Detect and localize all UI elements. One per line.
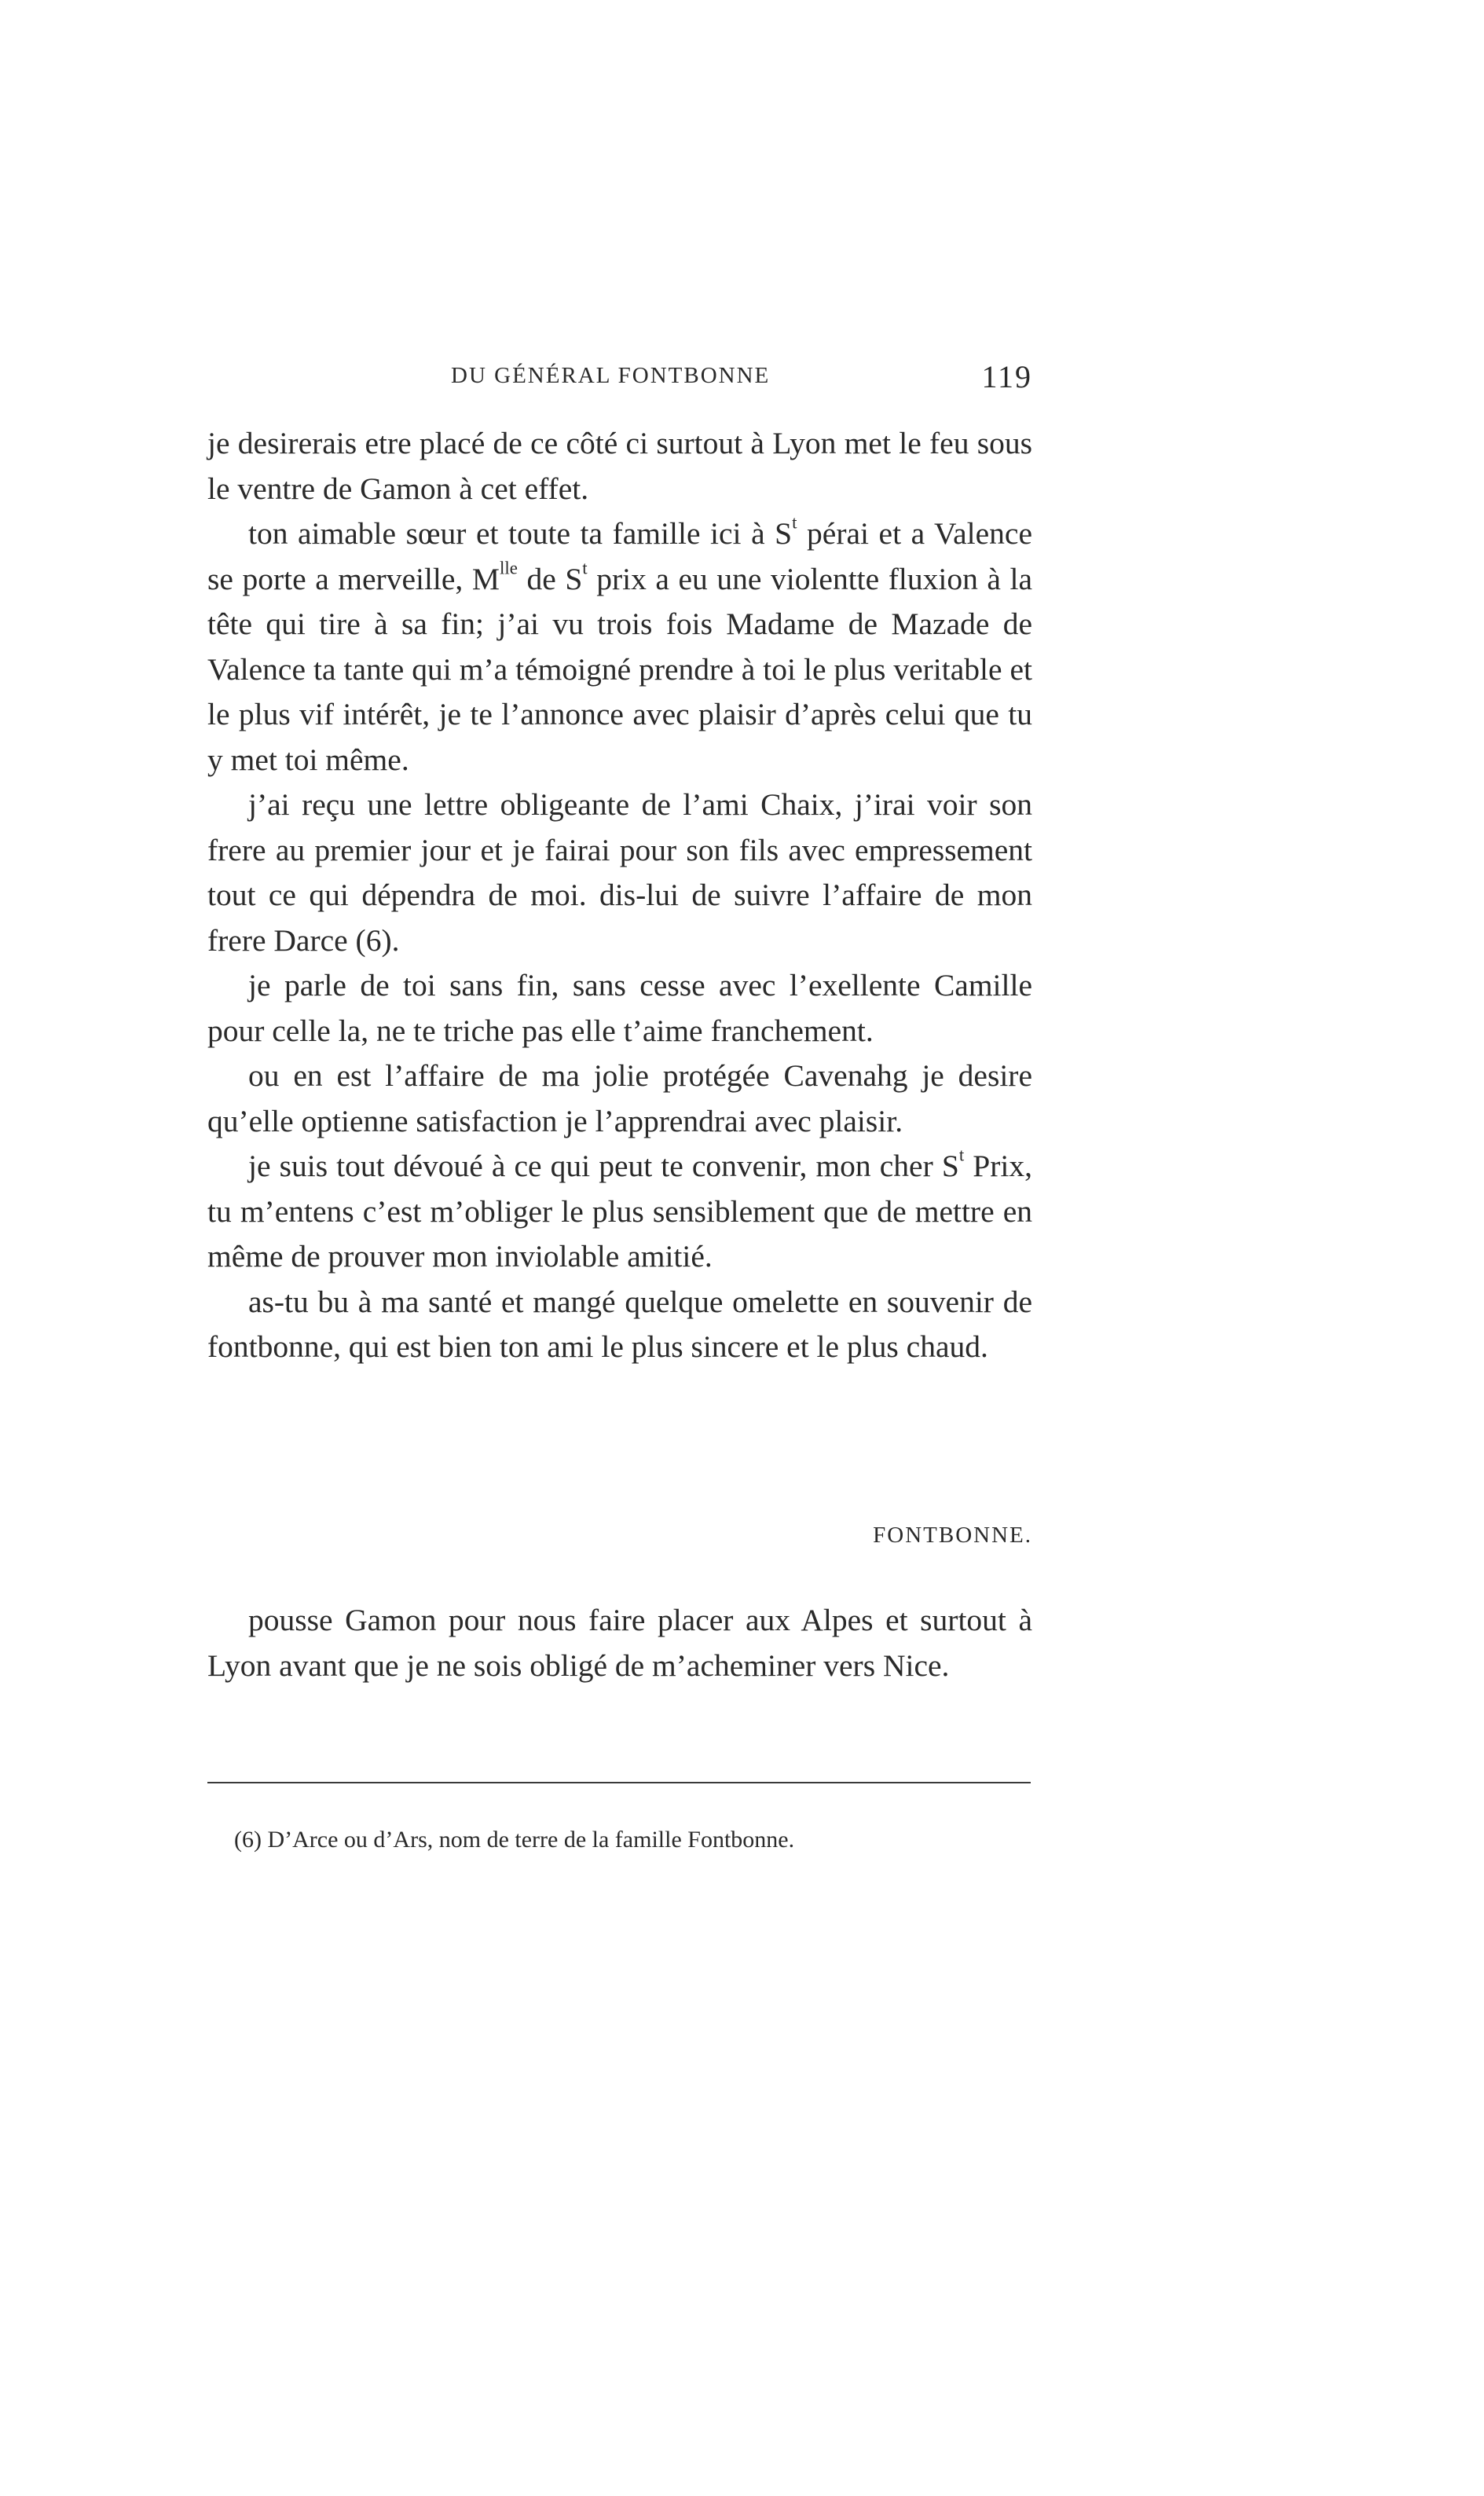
text-run: j’ai reçu une lettre obligeante de l’ami Chaix, j’irai voir son frere au premier jour et je fairai pour son fils avec empressement tout ce qui dépendra de moi. dis-lui de suivre l’affaire de mon frere Darce (6).: [207, 787, 1032, 958]
text-run: de S: [517, 561, 583, 596]
text-run: je desirerais etre placé de ce côté ci surtout à Lyon met le feu sous le ventre de Gamon à cet effet.: [207, 426, 1032, 506]
superscript-abbrev: lle: [500, 558, 518, 578]
text-run: prix a eu une violentte fluxion à la tête qui tire à sa fin; j’ai vu trois fois Madame de Mazade de Valence ta tante qui m’a témoigné prendre à toi le plus veritable et le plus vif intérêt, je te l’annonce avec plaisir d’après celui que tu y met toi même.: [207, 561, 1033, 777]
text-run: Prix, tu m’entens c’est m’obliger le plus sensiblement que de mettre en même de prouver mon inviolable amitié.: [207, 1149, 1032, 1274]
page-number: 119: [981, 359, 1032, 394]
letter-paragraph: [207, 421, 1032, 511]
footnote-rule: [207, 1782, 1031, 1783]
letter-body: [207, 421, 1032, 1370]
letter-paragraph: [207, 963, 1032, 1054]
text-run: ou en est l’affaire de ma jolie protégée Cavenahg je desire qu’elle optienne satisfaction je l’apprendrai avec plaisir.: [207, 1058, 1032, 1138]
superscript-abbrev: t: [582, 558, 588, 578]
text-run: je parle de toi sans fin, sans cesse avec l’exellente Camille pour celle la, ne te triche pas elle t’aime franchement.: [207, 968, 1032, 1048]
footnote: (6) D’Arce ou d’Ars, nom de terre de la famille Fontbonne.: [234, 1827, 795, 1853]
postscript: [207, 1598, 1032, 1688]
letter-paragraph: [207, 1054, 1032, 1144]
page-header: [207, 359, 1032, 410]
superscript-abbrev: t: [792, 512, 797, 533]
letter-paragraph: [207, 1144, 1032, 1280]
running-head: DU GÉNÉRAL FONTBONNE: [451, 363, 771, 388]
text-run: ton aimable sœur et toute ta famille ici à S: [248, 516, 793, 551]
letter-paragraph: [207, 783, 1032, 963]
letter-paragraph: [207, 1280, 1032, 1370]
text-run: pérai et a Valence se porte a merveille, M: [207, 516, 1032, 596]
postscript-paragraph: pousse Gamon pour nous faire placer aux Alpes et surtout à Lyon avant que je ne sois obligé de m’acheminer vers Nice.: [207, 1603, 1032, 1683]
text-run: je suis tout dévoué à ce qui peut te convenir, mon cher S: [248, 1149, 959, 1183]
superscript-abbrev: t: [958, 1145, 965, 1165]
signature: FONTBONNE.: [873, 1523, 1032, 1548]
text-run: as-tu bu à ma santé et mangé quelque omelette en souvenir de fontbonne, qui est bien ton ami le plus sincere et le plus chaud.: [207, 1284, 1032, 1364]
letter-paragraph: [207, 511, 1032, 783]
